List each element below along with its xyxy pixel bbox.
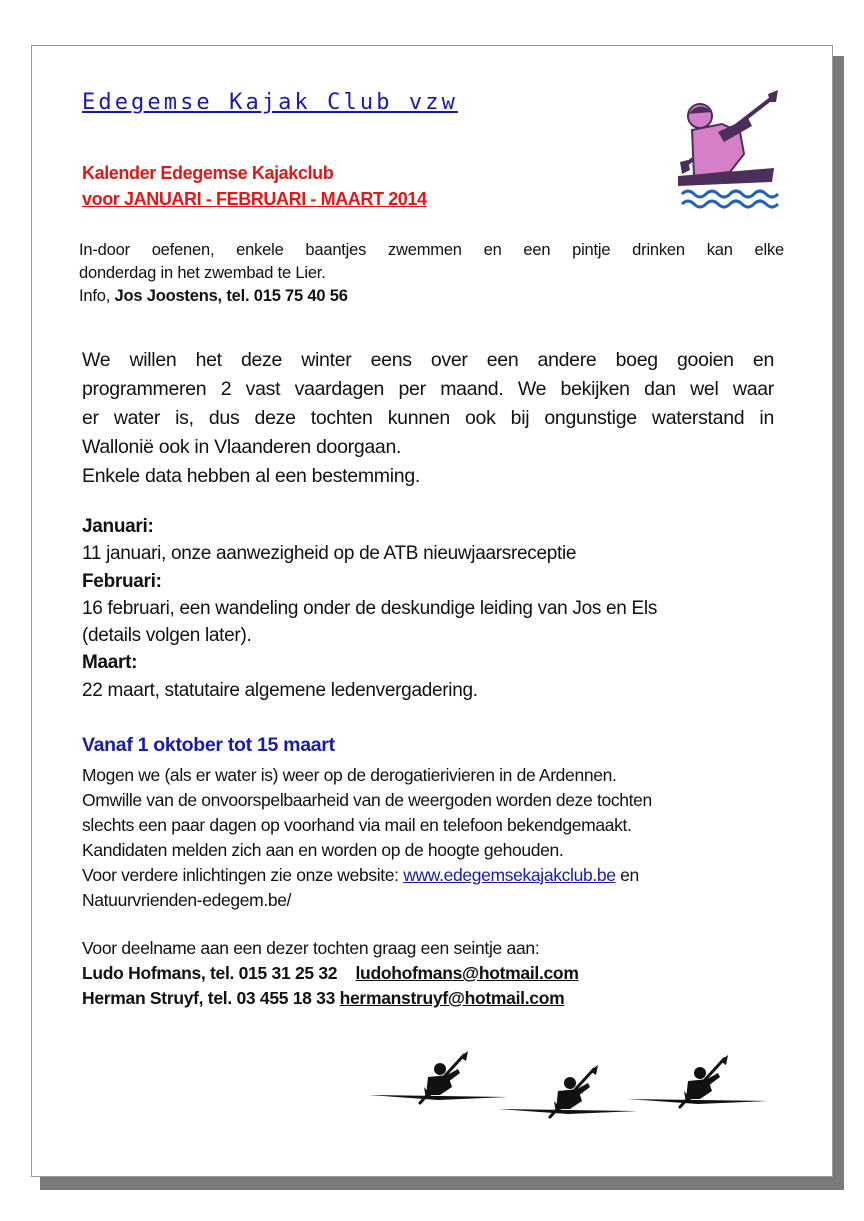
calendar-period: voor JANUARI - FEBRUARI - MAART 2014 bbox=[82, 189, 427, 209]
contact-row bbox=[82, 961, 802, 986]
winter-plan-paragraph bbox=[82, 346, 774, 491]
month-event: 16 februari, een wandeling onder de deskundige leiding van Jos en Els bbox=[82, 597, 658, 619]
month-heading-january: Januari: bbox=[82, 516, 154, 537]
paragraph-line: Natuurvrienden-edegem.be/ bbox=[82, 890, 292, 910]
info-contact: Jos Joostens, tel. 015 75 40 56 bbox=[114, 287, 348, 305]
contact-row bbox=[82, 986, 802, 1011]
website-prefix: Voor verdere inlichtingen zie onze website: bbox=[82, 865, 404, 885]
month-heading-february: Februari: bbox=[82, 570, 162, 592]
contact-intro: Voor deelname aan een dezer tochten graag een seintje aan: bbox=[82, 938, 540, 958]
intro-line: In-door oefenen, enkele baantjes zwemmen en een pintje drinken kan elke bbox=[79, 241, 784, 259]
website-line bbox=[82, 863, 802, 888]
season-paragraph bbox=[82, 763, 802, 913]
month-event: 22 maart, statutaire algemene ledenvergadering. bbox=[82, 679, 478, 701]
website-suffix: en bbox=[615, 865, 639, 885]
calendar-heading: Kalender Edegemse Kajakclub bbox=[82, 163, 334, 183]
club-title-link[interactable]: Edegemse Kajak Club vzw bbox=[82, 90, 458, 115]
website-link[interactable]: www.edegemsekajakclub.be bbox=[403, 865, 616, 885]
email-link[interactable]: hermanstruyf@hotmail.com bbox=[339, 988, 565, 1008]
paragraph-line: Kandidaten melden zich aan en worden op de hoogte gehouden. bbox=[82, 840, 564, 860]
month-event: (details volgen later). bbox=[82, 625, 252, 647]
kayaker-logo-icon bbox=[678, 90, 782, 212]
info-label: Info, bbox=[79, 287, 115, 305]
paragraph-line: Wallonië ook in Vlaanderen doorgaan. bbox=[82, 436, 402, 458]
paragraph-line: Omwille van de onvoorspelbaarheid van de weergoden worden deze tochten bbox=[82, 790, 652, 810]
paragraph-line: We willen het deze winter eens over een andere boeg gooien en bbox=[82, 349, 774, 371]
intro-info-line bbox=[79, 285, 784, 308]
contact-person: Ludo Hofmans, tel. 015 31 25 32 bbox=[82, 963, 338, 983]
paragraph-line: slechts een paar dagen op voorhand via mail en telefoon bekendgemaakt. bbox=[82, 815, 632, 835]
month-event: 11 januari, onze aanwezigheid op de ATB nieuwjaarsreceptie bbox=[82, 543, 577, 565]
month-heading-march: Maart: bbox=[82, 652, 138, 674]
email-link[interactable]: ludohofmans@hotmail.com bbox=[355, 963, 579, 983]
monthly-schedule bbox=[82, 513, 802, 704]
contact-person: Herman Struyf, tel. 03 455 18 33 bbox=[82, 988, 336, 1008]
kayaker-silhouette-icon bbox=[368, 1051, 778, 1121]
paragraph-line: programmeren 2 vast vaardagen per maand. We bekijken dan wel waar bbox=[82, 378, 774, 400]
intro-line: donderdag in het zwembad te Lier. bbox=[79, 264, 326, 282]
contact-block bbox=[82, 936, 802, 1011]
paragraph-line: Mogen we (als er water is) weer op de derogatierivieren in de Ardennen. bbox=[82, 765, 617, 785]
document-page bbox=[31, 45, 833, 1177]
intro-paragraph bbox=[79, 239, 784, 308]
paragraph-line: Enkele data hebben al een bestemming. bbox=[82, 465, 420, 487]
season-heading: Vanaf 1 oktober tot 15 maart bbox=[82, 734, 335, 756]
paragraph-line: er water is, dus deze tochten kunnen ook bij ongunstige waterstand in bbox=[82, 407, 774, 429]
